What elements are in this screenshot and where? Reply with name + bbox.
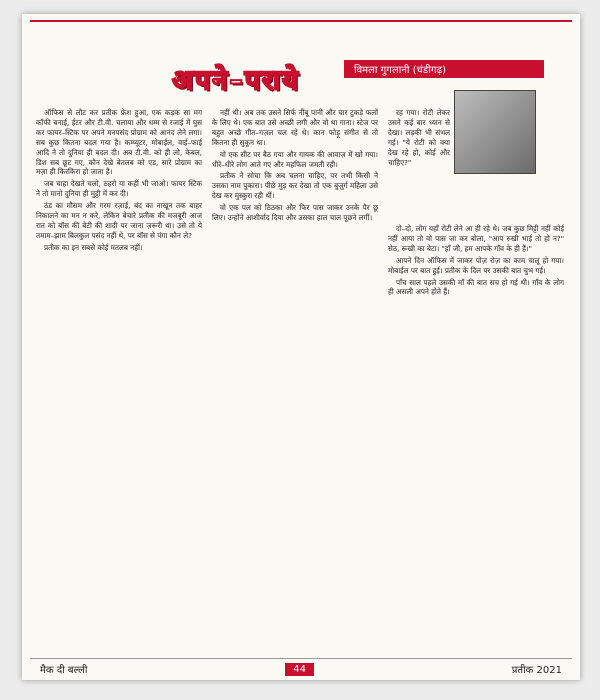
paragraph: रह गया। रोटी लेकर उसने कई बार ध्यान से देखा। लड़की भी संभल गई। "ये रोटी को क्या देख रहे हो, कोई और चाहिए?" bbox=[388, 108, 450, 167]
paragraph: नहीं थी। अब तक उसने सिर्फ नींबू पानी और चार टुकड़े फलों के लिए थे। एक बात उसे अच्छी लगी और वो था गाना। स्टेज पर बहुत अच्छे गीत–गज़ल चल रहे थे। कान फोड़ू संगीत से तो कितना ही सुकून था। bbox=[212, 108, 378, 147]
paragraph: आपने दिन ऑफिस में जाकर पोज़ रोज़ का काम चालू हो गया। मोबाईल पर बात हुई। प्रतीक के दिल पर उसकी बात चुभ गई। bbox=[388, 255, 564, 275]
paragraph: जब चाहा देखते चलो, ठहरो या कहीं भी जाओ। फायर स्टिक ने तो मानो दुनिया ही मुट्ठी में कर दी। bbox=[36, 179, 202, 199]
title-banner bbox=[130, 56, 342, 100]
paragraph: दो–दो, लोग यहाँ रोटी लेने आ ही रहे थे। जब कुछ मिट्टी नहीं कोई नहीं आया तो वो पास जा कर बोला, "आप रुखी भाई तो हो न?" सेठ, रूखी का बेटा। "हाँ जी, हम आपके गाँव के ही हैं।" bbox=[388, 224, 564, 253]
author-byline: विमला गुगलानी (चंडीगढ़) bbox=[344, 60, 544, 78]
column-1 bbox=[36, 108, 202, 650]
paragraph: ठंड का मौसम और गरम रज़ाई, बंद का नाखून तक बाहर निकालने का मन न करे, लेकिन बेचारे प्रतीक की मजबूरी आज रात को बॉस की बेटी की शादी पर जाना ज़रूरी था। उसे तो ये तमाम–झाम बिलकुल पसंद नहीं थे, पर बॉस से पंगा कौन ले? bbox=[36, 201, 202, 240]
paragraph: ऑफिस से लौट कर प्रतीक फ्रेश हुआ, एक कड़क सा मग कॉफी बनाई, ईटर और टी.वी. चलाया और धम्म से रजाई में घुस कर फायर–स्टिक पर अपने मनपसंद प्रोग्राम को आनंद लेने लगा। सब कुछ कितना बदल गया है। कम्प्यूटर, मोबाईल, वाई–फाई आदि ने तो दुनिया ही बदल दी। अब टी.वी. को ही लो, केबल, डिश सब छूट गए, कौन देखे बेतलब को एड, सारे प्रोग्राम का मज़ा ही किरकिरा हो जाता है। bbox=[36, 108, 202, 177]
page-number: 44 bbox=[285, 663, 314, 676]
magazine-page bbox=[22, 14, 580, 680]
paragraph: वो एक पल को ठिठका और फिर पास जाकर उनके पैर छू लिए। उन्होंने आशीर्वाद दिया और उसका हाल चाल पूछने लगीं। bbox=[212, 203, 378, 223]
page-footer bbox=[22, 658, 580, 680]
footer-left: मैक दी बल्ली bbox=[40, 665, 88, 676]
article-title: अपने–पराये bbox=[172, 64, 300, 96]
column-3 bbox=[388, 224, 564, 650]
footer-rule bbox=[30, 658, 572, 659]
paragraph: प्रतीक का इन सबसे कोई मतलब नहीं। bbox=[44, 242, 143, 252]
footer-right: प्रतीक 2021 bbox=[511, 665, 562, 676]
top-rule bbox=[30, 20, 572, 22]
paragraph: प्रतीक ने सोचा कि अब चलना चाहिए, पर तभी किसी ने उसका नाम पुकारा। पीछे मुड़ कर देखा तो एक बुज़ुर्ग महिला उसे देख कर मुस्कुरा रही थीं। bbox=[212, 171, 378, 201]
column-2 bbox=[212, 108, 378, 650]
paragraph: पाँच साल पहले उसकी माँ की बात सच हो गई थी। गाँव के लोग ही असली अपने होते हैं। bbox=[388, 277, 564, 297]
column-3-top bbox=[388, 108, 450, 218]
paragraph: वो एक सीट पर बैठ गया और गायक की आवाज़ में खो गया। धीरे–धीरे लोग आते गए और महफिल जमती रही। bbox=[212, 149, 378, 169]
author-photo bbox=[454, 90, 536, 174]
